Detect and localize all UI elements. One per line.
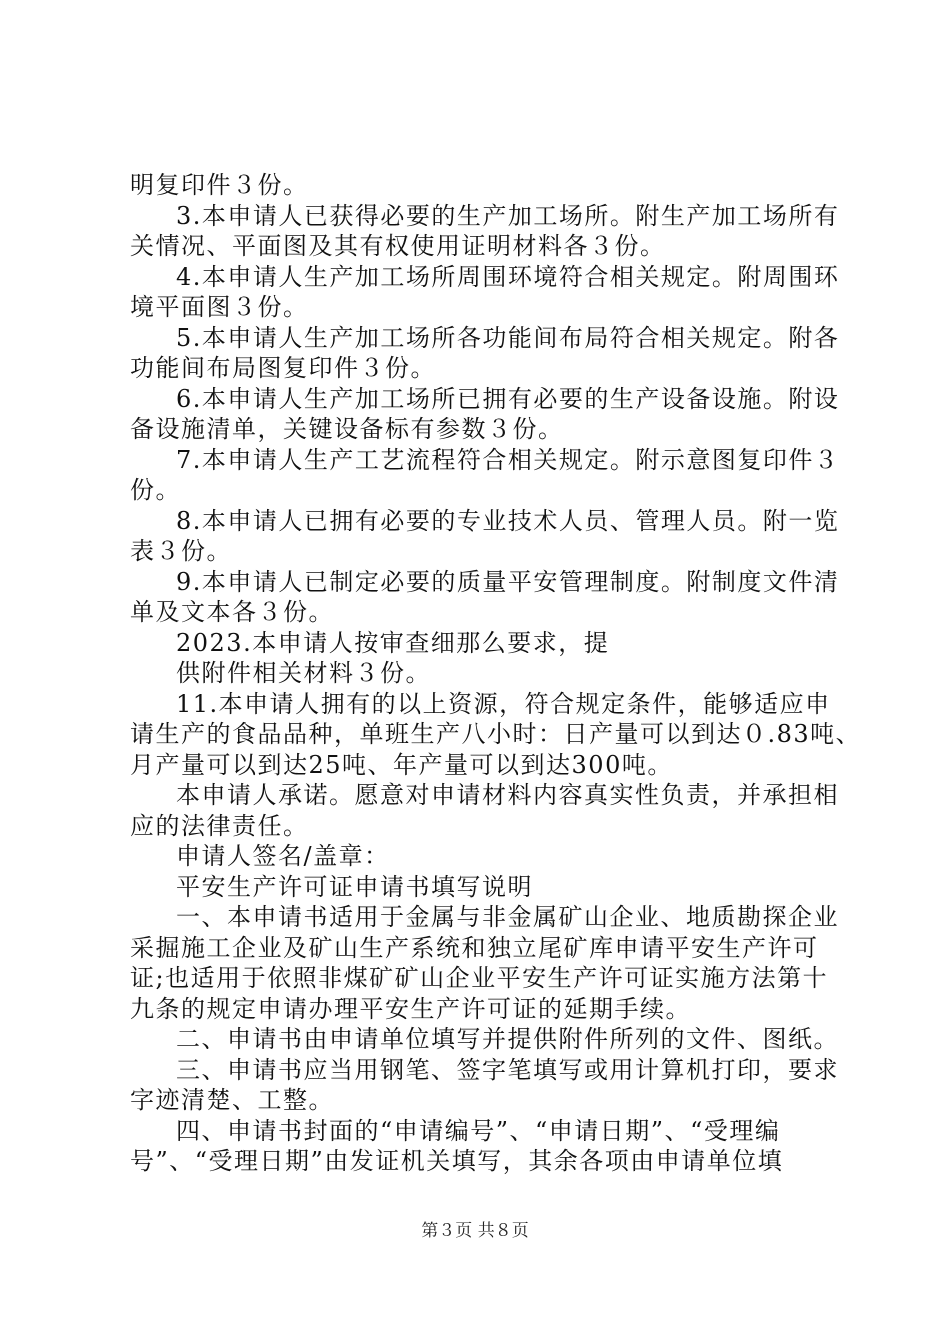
text-line: 8.本申请人已拥有必要的专业技术人员、管理人员。附一览	[176, 506, 840, 535]
text-line: 平安生产许可证申请书填写说明	[176, 872, 533, 901]
text-line: 份。	[130, 476, 181, 504]
text-line: 供附件相关材料３份。	[176, 659, 431, 687]
text-line: 关情况、平面图及其有权使用证明材料各３份。	[130, 232, 666, 260]
page-footer: 第３页 共８页	[421, 1221, 529, 1241]
text-line: 境平面图３份。	[130, 293, 309, 321]
text-line: 号”、“受理日期”由发证机关填写，其余各项由申请单位填	[130, 1147, 784, 1175]
text-line: 九条的规定申请办理平安生产许可证的延期手续。	[130, 994, 691, 1023]
text-line: 一、本申请书适用于金属与非金属矿山企业、地质勘探企业	[176, 903, 839, 931]
text-line: 表３份。	[130, 537, 232, 565]
text-line: 单及文本各３份。	[130, 598, 334, 626]
text-line: 9.本申请人已制定必要的质量平安管理制度。附制度文件清	[176, 567, 840, 596]
text-line: 明复印件３份。	[130, 171, 309, 199]
text-line: 本申请人承诺。愿意对申请材料内容真实性负责，并承担相	[176, 781, 839, 809]
text-line: 申请人签名/盖章：	[176, 842, 390, 870]
text-line: 二、申请书由申请单位填写并提供附件所列的文件、图纸。	[176, 1025, 839, 1053]
text-line: 月产量可以到达25吨、年产量可以到达300吨。	[130, 750, 673, 779]
text-line: 证;也适用于依照非煤矿矿山企业平安生产许可证实施方法第十	[130, 964, 829, 992]
text-line: 四、申请书封面的“申请编号”、“申请日期”、“受理编	[176, 1116, 781, 1145]
text-line: 6.本申请人生产加工场所已拥有必要的生产设备设施。附设	[176, 384, 840, 413]
text-line: 三、申请书应当用钢笔、签字笔填写或用计算机打印，要求	[176, 1055, 839, 1084]
text-line: 请生产的食品品种，单班生产八小时：日产量可以到达０.83吨、	[130, 720, 862, 748]
document-body	[130, 170, 862, 1177]
text-line: 5.本申请人生产加工场所各功能间布局符合相关规定。附各	[176, 323, 840, 352]
text-line: 3.本申请人已获得必要的生产加工场所。附生产加工场所有	[176, 201, 840, 230]
text-line: 字迹清楚、工整。	[130, 1086, 334, 1114]
text-line: 4.本申请人生产加工场所周围环境符合相关规定。附周围环	[176, 262, 840, 291]
text-line: 功能间布局图复印件３份。	[130, 354, 436, 382]
text-line: 应的法律责任。	[130, 811, 309, 840]
text-line: 采掘施工企业及矿山生产系统和独立尾矿库申请平安生产许可	[130, 933, 819, 962]
text-line: 7.本申请人生产工艺流程符合相关规定。附示意图复印件３	[176, 445, 840, 474]
text-line: 2023.本申请人按审查细那么要求，提	[176, 628, 610, 657]
text-line: 备设施清单，关键设备标有参数３份。	[130, 415, 564, 443]
text-line: 11.本申请人拥有的以上资源，符合规定条件，能够适应申	[176, 689, 831, 718]
